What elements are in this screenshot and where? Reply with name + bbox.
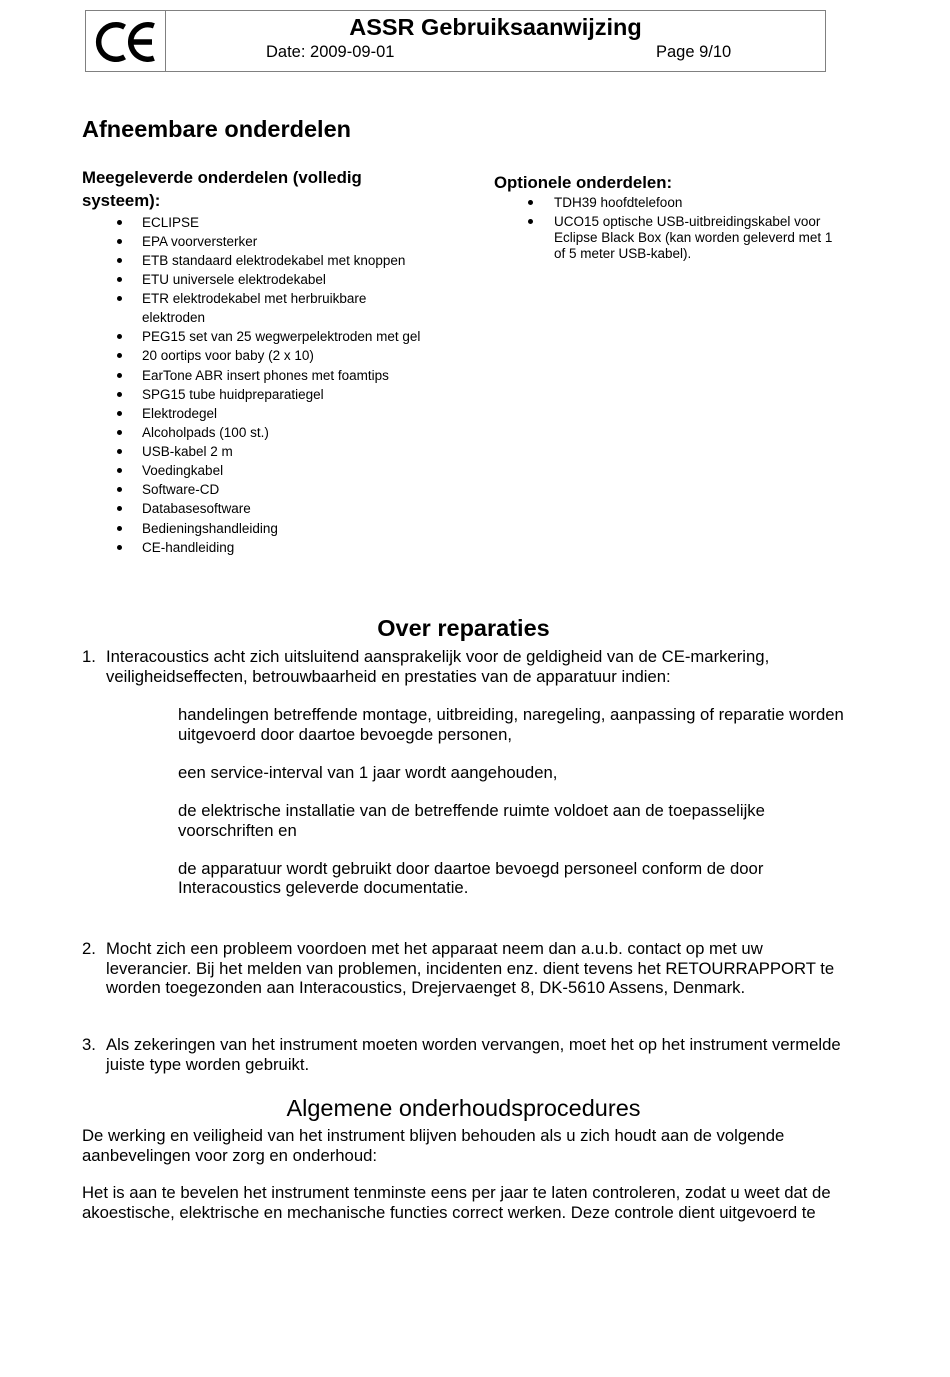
list-item: ETR elektrodekabel met herbruikbare elektroden bbox=[142, 289, 427, 327]
optional-parts-heading: Optionele onderdelen: bbox=[494, 172, 673, 192]
logo-cell bbox=[86, 11, 166, 71]
included-parts-heading: Meegeleverde onderdelen (volledig systeem): bbox=[82, 167, 362, 210]
condition-item: de apparatuur wordt gebruikt door daartoe bevoegd personeel conform de door Interacoustics geleverde documentatie. bbox=[178, 858, 764, 898]
repair-item-text: Interacoustics acht zich uitsluitend aansprakelijk voor de geldigheid van de CE-markering, veiligheidseffecten, betrouwbaarheid en prestaties van de apparatuur indien: bbox=[106, 647, 770, 686]
section-heading-maintenance: Algemene onderhoudsprocedures bbox=[286, 1095, 641, 1121]
repair-item-2 bbox=[82, 939, 849, 997]
document-title: ASSR Gebruiksaanwijzing bbox=[349, 14, 642, 40]
item-number: 2. bbox=[82, 939, 96, 959]
repair-item-1 bbox=[82, 647, 849, 916]
repair-item-3 bbox=[82, 1035, 849, 1074]
included-parts-column bbox=[82, 166, 427, 557]
list-item: ECLIPSE bbox=[142, 213, 427, 232]
optional-parts-column bbox=[494, 171, 840, 262]
page-number: Page 9/10 bbox=[656, 43, 732, 61]
list-item: TDH39 hoofdtelefoon bbox=[554, 195, 840, 211]
repair-item-body bbox=[106, 1035, 849, 1074]
ce-marking-logo-icon bbox=[86, 11, 165, 71]
list-item: SPG15 tube huidpreparatiegel bbox=[142, 385, 427, 404]
list-item: Databasesoftware bbox=[142, 499, 427, 518]
condition-item: een service-interval van 1 jaar wordt aangehouden, bbox=[178, 762, 558, 782]
included-parts-list bbox=[82, 213, 427, 557]
maintenance-paragraph: De werking en veiligheid van het instrument blijven behouden als u zich houdt aan de volgende aanbevelingen voor zorg en onderhoud: bbox=[82, 1126, 785, 1165]
document-date: Date: 2009-09-01 bbox=[266, 43, 395, 61]
condition-item: handelingen betreffende montage, uitbreiding, naregeling, aanpassing of reparatie worden uitgevoerd door daartoe bevoegde personen, bbox=[178, 705, 844, 744]
page-header bbox=[85, 10, 826, 72]
list-item: USB-kabel 2 m bbox=[142, 442, 427, 461]
list-item: Bedieningshandleiding bbox=[142, 519, 427, 538]
repair-item-text: Als zekeringen van het instrument moeten worden vervangen, moet het op het instrument vermelde juiste type worden gebruikt. bbox=[106, 1035, 841, 1074]
list-item: Alcoholpads (100 st.) bbox=[142, 423, 427, 442]
repair-item-body bbox=[106, 647, 849, 897]
list-item: Elektrodegel bbox=[142, 404, 427, 423]
optional-parts-list bbox=[494, 195, 840, 261]
condition-item: de elektrische installatie van de betreffende ruimte voldoet aan de toepasselijke voorschriften en bbox=[178, 801, 765, 840]
list-item: ETB standaard elektrodekabel met knoppen bbox=[142, 251, 427, 270]
list-item: ETU universele elektrodekabel bbox=[142, 270, 427, 289]
list-item: PEG15 set van 25 wegwerpelektroden met gel bbox=[142, 327, 427, 346]
list-item: Voedingkabel bbox=[142, 461, 427, 480]
list-item: EPA voorversterker bbox=[142, 232, 427, 251]
item-number: 3. bbox=[82, 1035, 96, 1055]
item-number: 1. bbox=[82, 647, 96, 667]
list-item: UCO15 optische USB-uitbreidingskabel voor Eclipse Black Box (kan worden geleverd met 1 of 5 meter USB-kabel). bbox=[554, 214, 840, 261]
list-item: CE-handleiding bbox=[142, 538, 427, 557]
list-item: Software-CD bbox=[142, 480, 427, 499]
repair-item-body bbox=[106, 939, 849, 997]
list-item: 20 oortips voor baby (2 x 10) bbox=[142, 346, 427, 365]
section-heading-repairs: Over reparaties bbox=[377, 615, 550, 641]
section-heading-removable-parts: Afneembare onderdelen bbox=[82, 116, 352, 142]
condition-list bbox=[178, 705, 849, 897]
maintenance-paragraph: Het is aan te bevelen het instrument tenminste eens per jaar te laten controleren, zodat u weet dat de akoestische, elektrische en mechanische functies correct werken. Deze controle dient uitgevoerd te bbox=[82, 1183, 831, 1222]
repair-item-text: Mocht zich een probleem voordoen met het apparaat neem dan a.u.b. contact op met uw leverancier. Bij het melden van problemen, incidenten enz. dient tevens het RETOURRAPPORT te worden toegezonden aan Interacoustics, Drejervaenget 8, DK-5610 Assens, Denmark. bbox=[106, 939, 835, 997]
list-item: EarTone ABR insert phones met foamtips bbox=[142, 366, 427, 385]
